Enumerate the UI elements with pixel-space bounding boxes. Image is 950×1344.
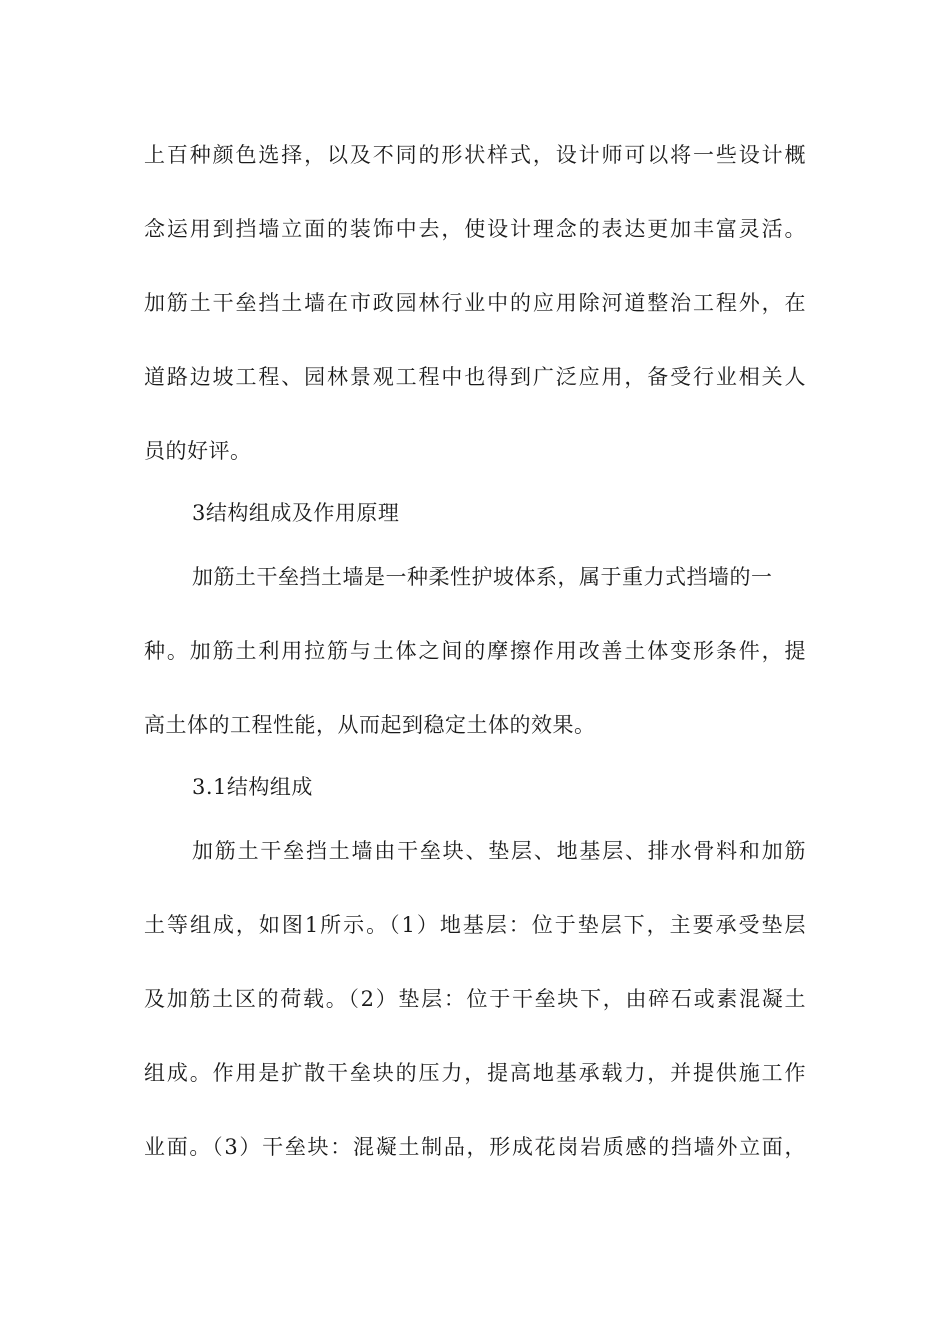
paragraph-line: 员的好评。 [144,439,252,463]
paragraph-line: 道路边坡工程、园林景观工程中也得到广泛应用，备受行业相关人 [144,365,806,389]
paragraph-line: 及加筋土区的荷载。（2）垫层：位于干垒块下，由碎石或素混凝土 [144,987,806,1011]
paragraph-line: 业面。（3）干垒块：混凝土制品，形成花岗岩质感的挡墙外立面， [144,1135,806,1159]
paragraph-line: 加筋土干垒挡土墙是一种柔性护坡体系，属于重力式挡墙的一 [192,565,773,589]
paragraph-line: 念运用到挡墙立面的装饰中去，使设计理念的表达更加丰富灵活。 [144,217,806,241]
paragraph-line: 高土体的工程性能，从而起到稳定土体的效果。 [144,713,596,737]
section-heading: 3结构组成及作用原理 [192,501,400,525]
paragraph-line: 加筋土干垒挡土墙由干垒块、垫层、地基层、排水骨料和加筋 [192,839,806,863]
paragraph-line: 种。加筋土利用拉筋与土体之间的摩擦作用改善土体变形条件，提 [144,639,806,663]
paragraph-line: 上百种颜色选择，以及不同的形状样式，设计师可以将一些设计概 [144,143,806,167]
paragraph-line: 组成。作用是扩散干垒块的压力，提高地基承载力，并提供施工作 [144,1061,806,1085]
paragraph-line: 加筋土干垒挡土墙在市政园林行业中的应用除河道整治工程外，在 [144,291,806,315]
subsection-heading: 3.1结构组成 [192,775,313,799]
paragraph-line: 土等组成，如图1所示。（1）地基层：位于垫层下，主要承受垫层 [144,913,806,937]
